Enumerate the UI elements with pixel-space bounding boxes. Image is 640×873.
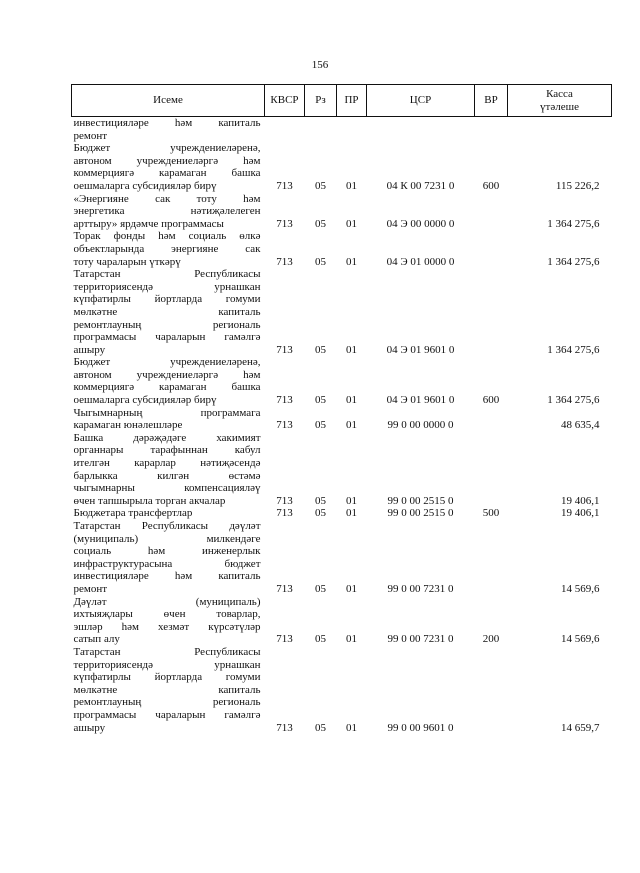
cell-name-line: мөлкәтне капиталь — [73, 683, 261, 696]
cell-name-line: коммерциягә карамаган башка — [73, 381, 261, 394]
table-row — [72, 356, 612, 406]
cell-amount — [508, 117, 612, 143]
budget-table — [71, 84, 612, 734]
cell-name-line: органнары тарафыннан кабул — [73, 444, 261, 457]
cell-csr: 04 Э 00 0000 0 — [386, 217, 455, 230]
header-pr: ПР — [337, 85, 367, 117]
cell-name-line: күпфатирлы йортларда гомуми — [73, 671, 261, 684]
cell-csr — [367, 117, 475, 143]
cell-name-line: Чыгымнарның программага — [73, 406, 261, 419]
cell-pr: 01 — [346, 633, 357, 646]
cell-name-line: барлыкка килгән өстәмә — [73, 469, 261, 482]
cell-name-line: инвестицияләре һәм капиталь — [73, 570, 261, 583]
cell-amount: 1 364 275,6 — [547, 343, 600, 356]
cell-name-line: территориясендә урнашкан — [73, 658, 261, 671]
table-row — [72, 142, 612, 192]
cell-name-line: Бюджет учреждениеләренә, — [73, 356, 261, 369]
table-row — [72, 596, 612, 646]
cell-pr: 01 — [346, 721, 357, 734]
cell-amount: 14 569,6 — [561, 582, 600, 595]
cell-name-line: Татарстан Республикасы — [73, 268, 261, 281]
table-row — [72, 230, 612, 268]
table-header-row — [72, 85, 612, 117]
cell-name-line: чыгымнарны компенсацияләү — [73, 482, 261, 495]
cell-pr: 01 — [346, 582, 357, 595]
cell-vr: 600 — [482, 179, 500, 192]
cell-kvsr: 713 — [276, 179, 293, 192]
cell-csr: 04 Э 01 0000 0 — [386, 255, 455, 268]
cell-name-line: оешмаларга субсидияләр бирү — [73, 394, 217, 407]
header-rz: Рз — [305, 85, 337, 117]
cell-name-line: объектларында энергияне сак — [73, 242, 261, 255]
cell-name-line: инвестицияләре һәм капиталь — [73, 117, 261, 129]
cell-amount: 1 364 275,6 — [547, 394, 600, 407]
cell-kvsr: 713 — [276, 582, 293, 595]
cell-kvsr: 713 — [276, 721, 293, 734]
cell-name-line: Бюджетара трансфертлар — [73, 507, 193, 520]
cell-amount: 1 364 275,6 — [547, 217, 600, 230]
cell-name-line: ремонтлауның региональ — [73, 696, 261, 709]
header-kassa — [508, 85, 612, 117]
cell-name-line: Татарстан Республикасы дәүләт — [73, 520, 261, 532]
cell-kvsr: 713 — [276, 494, 293, 507]
cell-rz: 05 — [315, 343, 326, 356]
cell-name — [72, 356, 265, 406]
table-row — [72, 507, 612, 520]
cell-name-line: социаль һәм инженерлык — [73, 545, 261, 558]
cell-rz: 05 — [315, 633, 326, 646]
cell-amount: 115 226,2 — [555, 179, 600, 192]
cell-kvsr: 713 — [276, 343, 293, 356]
cell-name-line: ашыру — [73, 343, 106, 356]
cell-csr: 99 0 00 7231 0 — [387, 633, 454, 646]
cell-name — [72, 432, 265, 508]
cell-name-line: өчен тапшырыла торган акчалар — [73, 494, 226, 507]
cell-name — [72, 117, 265, 143]
cell-vr — [475, 268, 508, 356]
cell-name-line: тоту чараларын үткәрү — [73, 255, 181, 268]
cell-name — [72, 230, 265, 268]
cell-csr: 04 К 00 7231 0 — [386, 179, 455, 192]
cell-name — [72, 407, 265, 432]
table-row — [72, 520, 612, 596]
cell-vr — [475, 520, 508, 596]
cell-rz: 05 — [315, 394, 326, 407]
cell-vr — [475, 646, 508, 734]
cell-name — [72, 596, 265, 646]
cell-amount: 19 406,1 — [561, 494, 600, 507]
cell-vr: 600 — [482, 394, 500, 407]
cell-kvsr — [265, 117, 305, 143]
cell-name-line: территориясендә урнашкан — [73, 280, 261, 293]
table-body — [72, 117, 612, 735]
cell-pr: 01 — [346, 507, 357, 520]
cell-kvsr: 713 — [276, 419, 293, 432]
cell-kvsr: 713 — [276, 217, 293, 230]
cell-rz: 05 — [315, 494, 326, 507]
cell-rz: 05 — [315, 179, 326, 192]
cell-name-line: Дәүләт (муниципаль) — [73, 595, 261, 608]
header-name: Исеме — [72, 85, 265, 117]
cell-name — [72, 520, 265, 596]
cell-pr: 01 — [346, 217, 357, 230]
cell-name-line: күпфатирлы йортларда гомуми — [73, 293, 261, 306]
table-row — [72, 268, 612, 356]
cell-name-line: программасы чараларын гамәлгә — [73, 331, 261, 344]
cell-amount: 19 406,1 — [561, 507, 600, 520]
cell-pr: 01 — [346, 343, 357, 356]
cell-kvsr: 713 — [276, 394, 293, 407]
cell-name-line: ихтыяҗлары өчен товарлар, — [73, 608, 261, 621]
cell-name-line: инфраструктурасына бюджет — [73, 557, 261, 570]
cell-pr: 01 — [346, 494, 357, 507]
cell-vr — [475, 407, 508, 432]
header-kassa-line2: үтәлеше — [540, 100, 579, 113]
cell-pr: 01 — [346, 394, 357, 407]
cell-name-line: «Энергияне сак тоту һәм — [73, 192, 261, 205]
cell-name-line: автоном учреждениеләргә һәм — [73, 368, 261, 381]
cell-rz: 05 — [315, 507, 326, 520]
cell-pr: 01 — [346, 255, 357, 268]
table-row — [72, 193, 612, 231]
cell-amount: 48 635,4 — [561, 419, 600, 432]
cell-name-line: ремонт — [73, 582, 108, 595]
cell-rz: 05 — [315, 721, 326, 734]
cell-name-line: Башка дәрәҗәдәге хакимият — [73, 431, 261, 444]
cell-csr: 99 0 00 7231 0 — [387, 582, 454, 595]
header-vr: ВР — [475, 85, 508, 117]
cell-rz: 05 — [315, 217, 326, 230]
cell-name — [72, 193, 265, 231]
cell-pr: 01 — [346, 419, 357, 432]
cell-csr: 99 0 00 2515 0 — [387, 507, 454, 520]
cell-name-line: автоном учреждениеләргә һәм — [73, 154, 261, 167]
header-kvsr: КВСР — [265, 85, 305, 117]
cell-name — [72, 142, 265, 192]
cell-vr — [475, 193, 508, 231]
table-row — [72, 432, 612, 508]
cell-name-line: Торак фонды һәм социаль өлкә — [73, 230, 261, 243]
cell-name-line: карамаган юнәлешләре — [73, 419, 183, 432]
cell-name-line: коммерциягә карамаган башка — [73, 167, 261, 180]
cell-amount: 1 364 275,6 — [547, 255, 600, 268]
cell-vr: 200 — [482, 633, 500, 646]
cell-rz: 05 — [315, 419, 326, 432]
cell-name — [72, 268, 265, 356]
table-row — [72, 646, 612, 734]
cell-name-line: Татарстан Республикасы — [73, 645, 261, 658]
cell-rz: 05 — [315, 255, 326, 268]
cell-kvsr: 713 — [276, 507, 293, 520]
cell-name-line: мөлкәтне капиталь — [73, 305, 261, 318]
cell-amount: 14 569,6 — [561, 633, 600, 646]
cell-csr: 99 0 00 2515 0 — [387, 494, 454, 507]
cell-pr — [337, 117, 367, 143]
header-kassa-line1: Касса — [546, 87, 573, 100]
cell-name-line: ремонт — [73, 129, 108, 142]
cell-name-line: оешмаларга субсидияләр бирү — [73, 179, 217, 192]
cell-vr: 500 — [482, 507, 500, 520]
table-row — [72, 117, 612, 143]
cell-name-line: ремонтлауның региональ — [73, 318, 261, 331]
cell-csr: 04 Э 01 9601 0 — [386, 394, 455, 407]
cell-name-line: сатып алу — [73, 633, 120, 646]
cell-name — [72, 646, 265, 734]
header-csr: ЦСР — [367, 85, 475, 117]
cell-csr: 04 Э 01 9601 0 — [386, 343, 455, 356]
cell-rz — [305, 117, 337, 143]
cell-name-line: ителгән карарлар нәтиҗәсендә — [73, 457, 261, 470]
cell-amount: 14 659,7 — [561, 721, 600, 734]
cell-name-line: ашыру — [73, 721, 106, 734]
page-number: 156 — [311, 59, 329, 71]
cell-csr: 99 0 00 0000 0 — [387, 419, 454, 432]
cell-vr — [475, 230, 508, 268]
cell-vr — [475, 117, 508, 143]
cell-rz: 05 — [315, 582, 326, 595]
cell-pr: 01 — [346, 179, 357, 192]
cell-name-line: (муниципаль) милкендәге — [73, 532, 261, 545]
cell-vr — [475, 432, 508, 508]
cell-name-line: Бюджет учреждениеләренә, — [73, 142, 261, 155]
cell-kvsr: 713 — [276, 255, 293, 268]
cell-kvsr: 713 — [276, 633, 293, 646]
cell-name-line: энергетика нәтиҗәлелеген — [73, 205, 261, 218]
cell-csr: 99 0 00 9601 0 — [387, 721, 454, 734]
cell-name-line: арттыру» ярдәмче программасы — [73, 217, 224, 230]
cell-name-line: эшләр һәм хезмәт күрсәтүләр — [73, 620, 261, 633]
table-row — [72, 407, 612, 432]
cell-name — [72, 507, 265, 520]
cell-name-line: программасы чараларын гамәлгә — [73, 708, 261, 721]
